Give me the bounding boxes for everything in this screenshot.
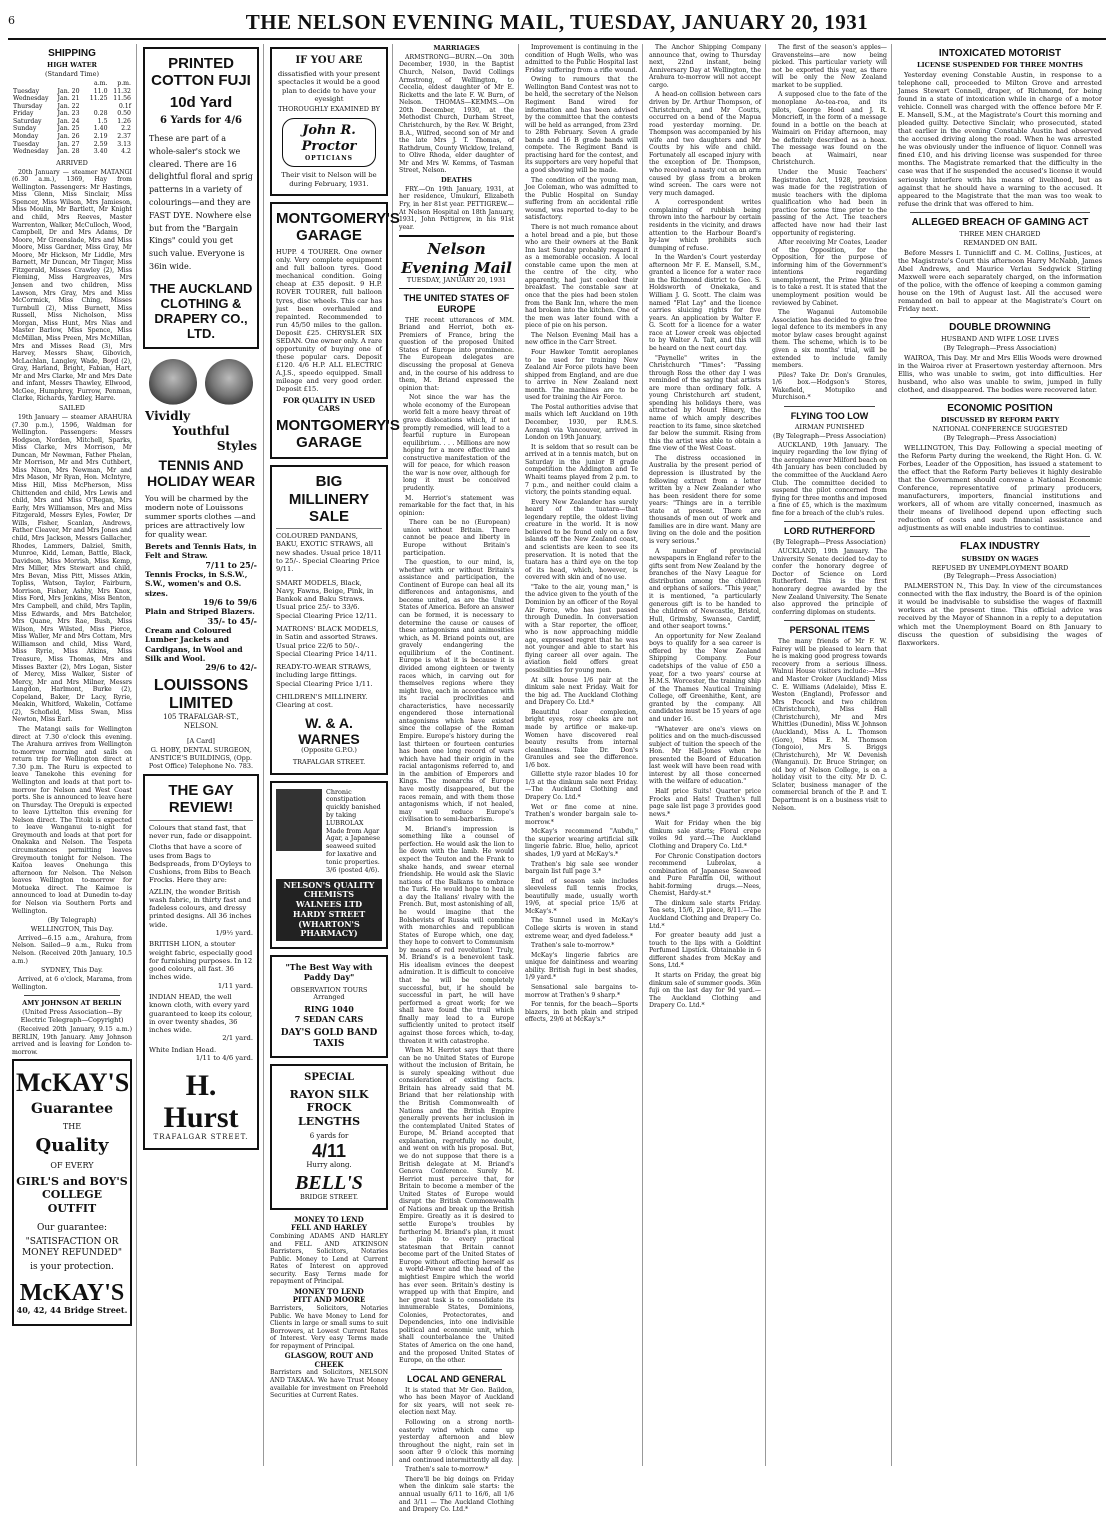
- gay-review-p1: Cloths that have a score of uses from Bags to Bedspreads, from D'Oyleys to Cushions, from Bibs to Beach Frocks. Here they are:: [149, 843, 252, 885]
- table-cell: Monday: [13, 132, 39, 140]
- drowning-credit: (By Telegraph—Press Association): [943, 344, 1057, 353]
- proctor-examined: THOROUGHLY EXAMINED BY: [278, 105, 380, 114]
- flying-heading: FLYING TOO LOW: [790, 410, 869, 421]
- table-row: [12, 103, 132, 111]
- louissons-body: You will be charmed by the modern note of Louissons summer sports clothes —and prices are attractively low for quality wear.: [145, 493, 256, 540]
- amy-credit: (United Press Association—By Electric Telegraph—Copyright): [20, 1008, 124, 1025]
- editorial-date: TUESDAY, JANUARY 20, 1931: [406, 275, 507, 284]
- column-news-2: [645, 44, 766, 1466]
- paddy-title: "The Best Way with Paddy Day": [285, 962, 373, 982]
- louissons-line2: Youthful: [172, 424, 230, 439]
- shipping-notes: The Matangi sails for Wellington direct at 7.30 o'clock this evening. The Arahura arrives from Wellington to-morrow morning and sails on return trip for Wellington direct at 7.30 p.m. The Ruru is expected to leave Tanekohe this evening for Wellington and loads at that port to-morrow for Nelson and West Coast ports. She is announced to leave here on Thursday. The Orepuki is expected to leave Lyttelton this evening for Nelson direct. The Titoki is expected to leave Wanganui to-night for Greymouth and loads at that port for Onakaka and Nelson. The Tespeta circumstances permitting leaves Greymouth tonight for Nelson. The Kaitoa leaves Onehunga this afternoon for Nelson. The Nelson leaves Wellington to-morrow for Motueka direct. The Kaimoe is announced to load at Dunedin to-day for Nelson via Southern Ports and Wellington.: [12, 726, 132, 915]
- marriages-text: ARMSTRONG—BURN.—On 30th December, 1930, in the Baptist Church, Nelson, David Collings Armstrong, of Wellington, to Cecelia, eldest daughter of Mr E. Ricketts and the late F. W. Burn, of Nelson. THOMAS—KEMMS.—On 20th December, 1930, at the Methodist Church, Durham Street, Christchurch, by the Rev. W. Bright, B.A., Wilfred, second son of Mr and the late Mrs J. T. Thomas, of Rathdrum, County Wicklow, Ireland, to Olive Rhoda, elder daughter of Mr and Mrs W. Kemms, of Tasman Street, Nelson.: [399, 53, 514, 175]
- drowning-heading: DOUBLE DROWNING: [949, 321, 1051, 333]
- gay-review-price2: 1/9½ yard.: [215, 929, 253, 938]
- table-cell: Thursday: [13, 102, 43, 110]
- editorial-p6: When M. Herriot says that there can be no United States of Europe without the inclusion of Britain, he is surely speaking without due consideration of existing facts. Britain has already said that M. Briand that her relationship with the British Commonwealth of Nations and the British Empire generally prevents her inclusion in the contemplated United States of Europe, M. Briand accepted that explanation, regretfully no doubt, and went on with his proposal. But, we do not suppose that there is a British delegate at M. Briand's Geneva Conference. Surely M. Herriot must perceive that, for Britain to become a member of the United States of Europe would disrupt the British Commonwealth of Nations and break up the British Empire. Greatly as it is desired to settle Europe's troubles by furthering M. Briand's plan, it must be plain to every practical statesman that Britain cannot become part of the United States of Europe without effecting herself as a world-Power and the head of the mightiest Empire which the world has ever seen. Britain's destiny is wrapped up with that Empire, and her great task is to consolidate its innumerable States, Dominions, Colonies, Protectorates, and Dependencies, into one indivisible political and economic unit, which shall counterbalance the United States of America on the one hand, and the proposed United States of Europe, on the other.: [399, 1047, 514, 1365]
- cotton-ad: [143, 47, 259, 349]
- sydney-text: Arrived, at 6 o'clock, Marama, from Wellington.: [12, 976, 132, 991]
- divider: [784, 521, 875, 522]
- louissons-item1: Berets and Tennis Hats, in Felt and Straw.: [145, 542, 257, 561]
- news-item: Trathen's sale to-morrow.*: [531, 942, 615, 950]
- lawyers-t3: MONEY TO LEND: [294, 1286, 364, 1296]
- news-item: For Chronic Constipation doctors recommend Lubrolax, a combination of Japanese Seaweed and Pure Paraffin Oil, without habit-forming drugs.—Nees, Chemist, Hardy-st.*: [649, 852, 761, 898]
- news-item: The Nelson Evening Mail has a new office in the Carr Street.: [525, 331, 638, 347]
- divider: [276, 528, 382, 529]
- millinery-p3: MATRONS' BLACK MODELS, in Satin and assorted Straws. Usual price 22/6 to 50/-. Special Clearing Price 14/11.: [276, 625, 379, 658]
- high-water-heading: HIGH WATER: [47, 61, 97, 70]
- column-shipping: [8, 44, 137, 1466]
- lawyers-b1: Combining ADAMS AND HARLEY and FELL AND ATKINSON Barristers, Solicitors, Notaries Public. Money to Lend at Current Rates of Interest on approved security. Easy Terms made for repayment of Principal.: [270, 1232, 388, 1286]
- news-item: "Take to the air, young man," is the advice given to the youth of the Dominion by an officer of the Royal Air Force, who has just passed through Dunedin. In conversation with a Star reporter, the officer, who is now approaching middle age, expressed regret that he was not younger and able to start his flying career all over again. The aviation field offers great possibilities for young men.: [525, 583, 638, 674]
- table-cell: 2.2: [121, 125, 131, 133]
- proctor-visit: Their visit to Nelson will be during February, 1931.: [281, 171, 377, 188]
- millinery-title: BIG MILLINERY SALE: [288, 473, 370, 525]
- column-ads-1: [139, 44, 264, 1466]
- paddy-l5: DAY'S GOLD BAND TAXIS: [280, 1027, 378, 1049]
- news-item: Wet or fine come at nine. Trathen's wonder bargain sale to-morrow.*: [525, 803, 638, 826]
- gay-review-price5: 1/11 to 4/6 yard.: [195, 1053, 253, 1062]
- table-cell: 11.32: [113, 87, 131, 95]
- gay-review-p3: BRITISH LION, a stouter weight fabric, especially good for furnishing purposes. In 12 good colours, all fast. 36 inches wide.: [149, 940, 253, 982]
- louissons-address: 105 TRAFALGAR-ST., NELSON.: [163, 713, 239, 730]
- wellington-heading: WELLINGTON, This Day.: [30, 924, 114, 933]
- table-row: [12, 133, 132, 141]
- economic-heading: ECONOMIC POSITION: [947, 403, 1053, 415]
- mckays-ad: [12, 1059, 132, 1326]
- arrived-text: 20th January — steamer MATANGI (6.30 a.m.), 1369, Hay from Wellington. Passengers: Mr Hastings, Miss Glenn, Miss Sinclair, Miss Spencer, Miss Wilson, Mrs Jamieson, Miss Moulin, Mr Bartlett, Mr Knight and child, Mrs Reeves, Master Warrenton, Walker, McCulloch, Wood, Campbell, Dr and Mrs Adams, Dr Moore, Mr Greenslade, Mrs and Miss Moore, Miss Gardner, Miss Gray, Mr Moore, Mr Hickson, Mr Liddle, Mrs Barnett, Mr Duncan, Mr Tinger, Miss Fitzgerald, Misses Crawley (2), Miss Fleming, Miss Hargreaves, Mrs Jensen and two children, Miss Lawson, Mrs Gray, Mrs and Miss McCormick, Miss Ching, Misses Turnbull (2), Miss Burnett, Miss Russell, Miss Nicholson, Miss Morgan, Miss Hunt, Mrs Nias and Master Barlow, Miss Spence, Miss McMillan, Miss Preen, Mrs McMillan, Mrs and Misses Read (3), Mrs Harvey, Messrs Shaw, Gibovich, McLachlan, Langley, Wade, Boyd (2), Gray, Harland, Bright, Fabian, Hart, Mr and Mrs Clarke, Mr and Mrs Date and infant, Messrs Thawley, Ellwood, McGee, Humphrey, Furrow, Penman, Clarke, Richards, Yardley, Harre.: [12, 168, 132, 403]
- editorial-p4: The question, to our mind, is, whether with or without Britain's assistance and participation, the Continent of Europe can heal all its differences and antagonisms, and become united, as are the United States of America. Before an answer can be formed, it is necessary to determine the cause or causes of these antagonisms and animosities which, as M. Briand points out, are gravely endangering the equilibrium of the Continent. Europe is what it is because it is divided among eighteen or twenty races which, in carving out for themselves regions where they might live, each in accordance with its racial proclivities and characteristics, have necessarily engendered those international antagonisms which have existed since the collapse of the Roman Empire. Europe's history during the last thirteen or fourteen centuries has been one long record of wars which have had their origin in the racial antagonisms referred to, and in the ambition of Emperors and Kings. The monarchs of Europe have mostly disappeared, but the races remain, and with them those antagonisms which, if not healed, may well reduce Europe's civilisation to semi-barbarism.: [399, 559, 514, 824]
- editorial-p5: M. Briand's impression is something like a counsel of perfection. He would ask the lion to lie down with the lamb. He would expect the Teuton and the Frank to shake hands, and swear eternal friendship. He would ask the Slavic nations of the Balkans to embrace the Turk. He would hope to heal in a day the Italians' rivalry with the French. But, most astonishing of all, he would imagine that the Bolshevists of Russia will combine with monarchies and republican States of Europe which, one day, they hope to convert to Communism by means of red revolution! Truly, M. Briand's is a benevolent task. His idealism evinces the deepest admiration. It is difficult to conceive that he will be completely successful, but, if he should be successful in part, he will have performed a great work; for we shall have found the trail which finally may lead to a Europe sufficiently united to protect itself against those forces which, to-day, threaten it with catastrophe.: [399, 825, 514, 1045]
- flax-sub: SUBSIDY ON WAGES: [961, 554, 1039, 563]
- mckays-line8: "SATISFACTION OR MONEY REFUNDED": [21, 1237, 123, 1259]
- column-editorial: [395, 44, 519, 1514]
- table-cell: Sunday: [13, 125, 37, 133]
- news-item: Four Hawker Tomtit aeroplanes to be used for training New Zealand Air Force pilots have been shipped from England, and are due to arrive in New Zealand next month. The machines are to be used for training the Air Force.: [525, 348, 638, 402]
- motorist-heading: INTOXICATED MOTORIST: [938, 48, 1062, 59]
- flax-sub2: REFUSED BY UNEMPLOYMENT BOARD: [931, 563, 1069, 572]
- table-cell: Jan. 21: [57, 95, 80, 103]
- warnes-name: W. & A. WARNES: [298, 714, 360, 747]
- cotton-offer: 6 Yards for 4/6: [160, 114, 242, 126]
- personal-heading: PERSONAL ITEMS: [789, 625, 870, 636]
- economic-text: WELLINGTON, This Day. Following a special meeting of the Reform Party during the weekend, the Right Hon. G. W. Forbes, Leader of the Opposition, has issued a statement to the effect that the Reform Party believes it highly desirable that the Government should convene a National Economic Conference, representative of primary producers, manufacturers, importers, financial institutions and workers, all of whom are vitally concerned, inasmuch as their means of livelihood depend upon effecting such reduction of costs and such financial assistance and adjustments as will enable industries to continue.: [898, 444, 1102, 533]
- news-item: For greater beauty add just a touch to the lips with a Goldtint Perfumed Lipstick. Obtainable in 6 different shades from McKay and Sons, Ltd.*: [649, 932, 761, 970]
- louissons-item4: Cream and Coloured Lumber Jackets and Cardigans, in Wool and Silk and Wool.: [145, 626, 243, 663]
- gaming-heading: ALLEGED BREACH OF GAMING ACT: [911, 216, 1089, 228]
- table-row: [12, 141, 132, 149]
- louissons-item3: Plain and Striped Blazers.: [145, 607, 255, 617]
- amy-text: (Received 20th January, 9.15 a.m.) BERLIN, 19th January. Amy Johnson arrived and is leaving for London to-morrow.: [12, 1025, 132, 1056]
- news-item: The dinkum sale starts Friday. Tea sets, 15/6, 21 piece, 8/11.—The Auckland Clothing and Drapery Co. Ltd.*: [649, 899, 761, 930]
- warnes-street: TRAFALGAR STREET.: [292, 757, 366, 766]
- table-cell: Jan. 24: [57, 117, 80, 125]
- mckays-line6: COLLEGE OUTFIT: [42, 1188, 102, 1215]
- cotton-title: PRINTED COTTON FUJI: [151, 55, 251, 90]
- divider: [149, 820, 253, 821]
- divider: [784, 620, 875, 621]
- lubrolax-ad: [270, 781, 388, 949]
- table-cell: Jan. 27: [57, 140, 80, 148]
- divider: [784, 406, 875, 407]
- flying-credit: (By Telegraph—Press Association): [773, 431, 886, 440]
- news-item: It is seldom that so result can be arrived at in a tennis match, but on Saturday in the junior B grade competition the Addington and Te Whaiti teams played from 2 p.m. to 7 p.m., and neither could claim a victory, the points standing equal.: [525, 443, 638, 497]
- proctor-tagline: OPTICIANS: [304, 154, 354, 162]
- table-cell: Jan. 26: [57, 132, 80, 140]
- cotton-price: 10d Yard: [169, 93, 233, 111]
- high-water-table: [12, 80, 132, 156]
- sydney-heading: SYDNEY, This Day.: [41, 966, 103, 975]
- news-item: Improvement is continuing in the condition of Hugh Wells, who was admitted to the Public Hospital last Friday suffering from a rifle wound.: [525, 44, 638, 74]
- gay-review-price4: 2/1 yard.: [222, 1034, 253, 1043]
- motorist-sub: LICENSE SUSPENDED FOR THREE MONTHS: [917, 61, 1083, 70]
- lawyers-b2: Barristers, Solicitors, Notaries Public. We have Money to Lend for Clients in large or small sums to suit Borrowers, at Lowest Current Rates of Interest. Very easy Terms made for repayment of Principal.: [270, 1304, 388, 1350]
- news-item: A correspondent writes complaining of rubbish being thrown into the harbour by certain residents in the vicinity, and draws attention to the Harbour Board's by-law which prohibits such dumping of refuse.: [649, 199, 761, 252]
- table-row: [12, 148, 132, 156]
- sailed-text: 19th January — steamer ARAHURA (7.30 p.m.), 1596, Waldman for Wellington. Passengers: Messrs Hodgson, Norden, Mitchell, Sparks, Miss Clarke, Mrs Morrison, Mr Duncan, Mr Newman, Father Phelan, Mr Morrison, Mr and Mrs Cuthbert, Miss Nixon, Mrs Newman, Mr and Mrs Mason, Mr Ryan, Hon. McIntyre, Miss Hill, Miss McPherson, Miss Chittenden and child, Mrs Lewis and child, Mrs and Miss O'Regan, Mrs Early, Mrs Williamson, Mrs and Miss Fitzgerald, Messrs Eyles, Fowler, Dr Wills, Fisher, Scanlan, Andrews, Father Cleaver, Mr and Mrs Jones and child, Mrs Jackson, Messrs Gallacher, Rhodes, Lammers, Dalziel, Smith, Munroe, Kidd, Leman, Battle, Black, Davidson, Miss Morrish, Miss Kemp, Mrs Miller, Mrs Stewart and child, Mrs Bevan, Miss Pitt, Misses Atkin, Topliss, Watson, Taylor, Fairburn, Morrison, Fisher, Ashby, Mrs Knox, Miss Ford, Mrs Jenkins, Miss Benton, Mrs Campbell, and child, Mrs Taplin, Miss Edwards, and Mrs Batchelor, Mrs Quane, Mrs Rae, Bush, Miss Wilson, Mrs Wilsted, Miss Pierce, Miss Waller, Mr and Mrs Cottam, Mrs Williamson and child, Miss Ward, Miss Ryrie, Miss Atkins, Miss Treasure, Miss Thomas, Mrs and Misses Baxter (2), Mrs Logan, Sister of Mercy, Miss Walker, Sister of Mercy, Mr and Mrs Milner, Messrs Langdon, Harlmont, Burke (2), Copeland, Baker, Dr Lacy, Ryrie, Meakin, Whitford, Wakelin, Cottame (2), Schofield, Miss Swan, Miss Newton, Miss Earl.: [12, 413, 132, 724]
- news-item: The Sunnel used in McKay's College skirts is woven in stand extreme wear, and dyed fadeless.*: [525, 917, 638, 940]
- news-item: It starts on Friday, the great big dinkum sale of summer goods. 36in fuji on the last day for 9d yard.—The Auckland Clothing and Drapery Co. Ltd.*: [649, 971, 761, 1010]
- divider: [910, 212, 1090, 213]
- news-item: The condition of the young man, Joe Coleman, who was admitted to the Public Hospital on Sunday suffering from an accidental rifle wound, was reported to-day to be satisfactory.: [525, 176, 638, 222]
- mckays-line9: is your protection.: [30, 1262, 114, 1273]
- flax-credit: (By Telegraph—Press Association): [943, 572, 1057, 581]
- bells-name: BELL'S: [295, 1171, 363, 1194]
- economic-sub2: NATIONAL CONFERENCE SUGGESTED: [932, 425, 1068, 434]
- table-row: [12, 95, 132, 103]
- mckays-name: McKAY'S: [16, 1068, 130, 1098]
- column-news-3: [768, 44, 892, 1466]
- lubrolax-chemist: NELSON'S QUALITY CHEMISTS WALNEES LTD HARDY STREET (WHARTON'S PHARMACY): [276, 879, 382, 942]
- news-item: Half price Suits! Quarter price Frocks and Hats! Trathen's full page sale list page 3 provides good news.*: [649, 788, 761, 818]
- table-cell: Jan. 23: [57, 110, 80, 118]
- divider: [24, 995, 120, 996]
- deaths-text: FRY.—On 19th January, 1931, at her residence, Umukuri, Elizabeth Fry, in her 81st year. PETTIGREW.—At Nelson Hospital on 18th January, 1931, John Pettigrew, in his 91st year.: [399, 185, 514, 231]
- louissons-ad: [143, 355, 259, 732]
- millinery-ad: [270, 465, 388, 774]
- louissons-item2: Tennis Frocks, in S.S.W., S.W., women's and O.S. sizes.: [145, 570, 248, 598]
- cotton-body: These are part of a whole-saler's stock we cleared. There are 16 delightful floral and sprig patterns in a variety of colourings—and they are FAST DYE. Nowhere else but from the "Bargain Kings" could you get such value. Everyone is 36in wide.: [149, 133, 253, 271]
- illustration-row: [145, 357, 257, 409]
- news-item: McKay's recommend "Aubdu," the superior wearing artificial silk lingerie fabric. Blue, helio, apricot shades, 1/9 yard at McKay's.*: [525, 828, 638, 858]
- louissons-name: LOUISSONS LIMITED: [153, 676, 249, 713]
- editorial-masthead: [399, 235, 514, 289]
- louissons-line3: Styles: [216, 438, 257, 453]
- hurst-address: TRAFALGAR STREET.: [153, 1133, 249, 1142]
- table-cell: 1.5: [97, 117, 108, 125]
- table-cell: Jan. 20: [57, 87, 80, 95]
- news-item: End of season sale includes sleeveless full tennis frocks, beautifully made, usually worth 19/6, at special price 15/6 at McKay's.*: [525, 877, 638, 915]
- table-cell: 11.25: [89, 95, 108, 103]
- mckays-address: 40, 42, 44 Bridge Street.: [16, 1305, 128, 1316]
- table-cell: Jan. 25: [57, 125, 80, 133]
- divider: [910, 317, 1090, 318]
- table-cell: 1.40: [93, 125, 108, 133]
- news-item: After receiving Mr Coates, Leader of the Opposition, for the Opposition, for the purpose of informing him of the Government's intentions regarding unemployment, the Prime Minister is to take a rest. It is stated that the unemployment position would be reviewed by Cabinet.: [772, 239, 887, 307]
- millinery-p1: COLOURED PANDANS, BAKU, EXOTIC STRAWS, all new shades. Usual price 18/11 to 25/-. Special Clearing Price 9/11.: [276, 532, 382, 574]
- gay-review-price3: 1/11 yard.: [217, 981, 253, 990]
- mckays-line2: THE: [62, 1121, 82, 1131]
- cotton-company: THE AUCKLAND CLOTHING & DRAPERY CO., LTD.: [149, 280, 253, 341]
- divider: [910, 398, 1090, 399]
- news-item: Piles? Take Dr. Don's Granules, 1/6 box.—Hodgson's Stores, Wakefield, Motupiko and Murchison.*: [772, 371, 887, 402]
- woman-illustration: [149, 359, 197, 407]
- news-item: Beautiful clear complexion, bright eyes, rosy cheeks are not made by artifice or make-up. Women have discovered real beauty results from internal cleanliness. Take Dr. Don's Granules and see the difference. 1/6 box.: [525, 708, 638, 769]
- gaming-sub2: REMANDED ON BAIL: [963, 238, 1037, 247]
- news-item: The Postal authorities advise that mails which left Auckland on 19th December, 1930, per R.M.S. Aorangi via Vancouver, arrived in London on 19th January.: [525, 403, 638, 442]
- mckays-line3: Quality: [35, 1135, 109, 1157]
- rutherford-text: AUCKLAND, 19th January. The University Senate decided to-day to confer the honorary degree of Doctor of Science on Lord Rutherford. This is the first honorary degree awarded by the New Zealand University. The Senate also approved the principle of conferring diplomas on students.: [772, 548, 887, 616]
- wellington-text: Arrived—6.15 a.m., Arahura, from Nelson. Sailed—9 a.m., Ruku from Nelson. (Received 20th January, 10.5 a.m.): [12, 934, 132, 965]
- table-cell: 11.0: [93, 87, 108, 95]
- louissons-price1: 7/11 to 25/-: [205, 559, 257, 570]
- mckays-line5: GIRL'S and BOY'S: [16, 1175, 128, 1189]
- news-item: There is not much romance about a hotel bread and a pie, but those who are their owners at the Bank Inn last Sunday probably regard it as a memorable occasion. A local constable came upon the men at the centre of the city, who apparently, had just cooked their breakfast. The constable saw at once that the pies had been stolen from the Bank Inn, where the men had broken into the kitchen. One of the men was later found with a piece of pie on his person.: [525, 223, 638, 330]
- table-row: [12, 88, 132, 96]
- proctor-logo: [282, 118, 376, 167]
- flax-heading: FLAX INDUSTRY: [960, 541, 1040, 553]
- lubrolax-text: Chronic constipation quickly banished by taking LUBROLAX Made from Agar Agar, a Japanese seaweed suited for laxative and tonic properties. 3/6 (posted 4/6).: [326, 787, 381, 874]
- bells-l1: SPECIAL: [304, 1071, 354, 1083]
- paddy-l4: 7 SEDAN CARS: [294, 1014, 364, 1025]
- masthead: [8, 6, 1106, 40]
- table-cell: Jan. 22: [57, 102, 80, 110]
- news-item: The Waganui Automobile Association has decided to give free legal defence to its members in any motor bylaw cases brought against them. The scheme, which is to be given a six months' trial, will be extended to include family members.: [772, 309, 887, 370]
- page-number: 6: [8, 14, 15, 27]
- shipping-heading: SHIPPING: [48, 48, 96, 59]
- table-header-cell: [57, 80, 86, 88]
- lawyers-t1: MONEY TO LEND: [294, 1214, 364, 1224]
- paddy-l2: Arranged: [313, 993, 345, 1002]
- millinery-p5: CHILDREN'S MILLINERY. Clearing at cost.: [276, 692, 368, 710]
- gay-review-p2: AZLIN, the wonder British wash fabric, in thirty fast and fadeless colours, and dressy printed designs. All 36 inches wide.: [149, 887, 252, 929]
- product-bottle-image: [276, 789, 322, 851]
- montgomery-call: FOR QUALITY IN USED CARS: [282, 395, 376, 414]
- mckays-footer-name: McKAY'S: [19, 1280, 125, 1307]
- montgomery-ads: HUPP. 4 TOURER. One owner only. Very complete equipment and full balloon tyres. Good mechanical condition. Going cheap at £35 deposit. 9 H.P. ROVER TOURER, full balloon tyres, disc wheels. This car has just been overhauled and repainted. Recommended to run 45/50 miles to the gallon. Deposit £25. CHRYSLER SIX SEDAN. One owner only. A rare opportunity of buying one of these popular cars. Deposit £120. 4/6 H.P. ALL ELECTRIC A.J.S., speedo equipped. Small mileage and very good order. Deposit £15.: [276, 248, 382, 393]
- table-row: [12, 118, 132, 126]
- montgomery-ad: [270, 202, 400, 460]
- table-cell: 0.1f: [118, 102, 131, 110]
- table-row: [12, 110, 132, 118]
- news-item: "Paynelle" writes in the Christchurch "Times": "Passing through Ross the other day I was reminded of the saying that artists are more than ordinary folk. A young Christchurch art student, spending his holidays there, was attracted by Mount Hinery, the name of which amply describes reaction to its fame, since sketched far below the summit. Rising from this the artist was able to obtain a fine view of the West Coast.: [649, 354, 761, 453]
- news-item: The first of the season's apples—Gravensteins—are now being picked. This particular variety will not be exported this year, as there will be only the New Zealand market to be supplied.: [772, 44, 887, 89]
- amy-heading: AMY JOHNSON AT BERLIN: [22, 999, 122, 1008]
- economic-sub: DISCUSSED BY REFORM PARTY: [940, 416, 1060, 425]
- editorial-p2: M. Herriot's statement was remarkable for the fact that, in his opinion:: [399, 494, 514, 517]
- table-cell: 2.19: [93, 132, 108, 140]
- table-cell: 3.13: [117, 140, 131, 148]
- table-cell: 0.28: [93, 110, 108, 118]
- bells-l2: RAYON SILK FROCK LENGTHS: [289, 1087, 369, 1128]
- news-item: "Whatever are one's views on politics and on the much-discussed subject of tuition the speech of the Hon. Mr Hall-Jones when he presented the Board of Education last week will have been read with interest by all those concerned with the welfare of education.": [649, 725, 761, 786]
- column-ads-2: [266, 44, 400, 1466]
- millinery-p4: READY-TO-WEAR STRAWS, including large fittings. Special Clearing Price 1/11.: [276, 663, 373, 688]
- proctor-name: John R. Proctor: [301, 123, 357, 155]
- table-cell: Tuesday: [13, 87, 40, 95]
- divider: [411, 1369, 502, 1370]
- news-item: A supposed clue to the fate of the monoplane Ao-tea-roa, and its pilots, George Hood and J. R. Moncrieff, in the form of a message found in a bottle on the beach at Waimairi on Friday afternoon, may be definitely described as a hoax. The message was found on the beach at Waimairi, near Christchurch.: [772, 91, 887, 167]
- editorial-masthead-name: Nelson Evening Mail: [401, 240, 512, 277]
- proctor-ad: [270, 47, 388, 196]
- flax-text: PALMERSTON N., This Day. In view of the circumstances connected with the flax industry, the Board is of the opinion it would be inadvisable to subsidise the wages of flaxmill workers at the present time. This official advice was received by the Mayor of Shannon in a reply to a deputation which met the Unemployment Board on 8th January to discuss the question of subsidising the wages of flaxworkers.: [898, 582, 1102, 647]
- lawyers-t5: GLASGOW, ROUT AND CHEEK: [284, 1351, 374, 1369]
- paddy-ad: [270, 955, 388, 1058]
- lawyers-b3: Barristers and Solicitors, NELSON AND TAKAKA. We have Trust Money available for investment on Freehold Securities at Current Rates.: [270, 1369, 388, 1400]
- local-p3: Trathen's sale to-morrow.*: [405, 1466, 489, 1474]
- table-cell: 1.26: [117, 117, 131, 125]
- dental-text: G. HOBY, DENTAL SURGEON, ANSTICE'S BUILDINGS, (Opp. Post Office) Telephone No. 783.: [148, 746, 254, 771]
- local-p1: It is stated that Mr Geo. Baildon, who has been Mayor of Auckland for six years, will not seek re-election next May.: [399, 1386, 514, 1417]
- table-cell: Friday: [13, 110, 34, 118]
- table-header-cell: [12, 80, 57, 88]
- personal-text: The many friends of Mr F. W. Fairey will be pleased to learn that he is making good progress towards recovery from a serious illness. Walnui House visitors include:—Mrs and Master Croker (Auckland) Miss C. E. Williams (Adelaide), Miss E. Weston (England), Professor and Mrs Pocock and two children (Christchurch), Miss Hall (Christchurch), Mr and Mrs Whittles (Dunedin), Miss W. Johnson (Auckland), Miss A. L. Thomson (Gore), Miss E. M. Thomson (Tongoio), Mrs S. Briggs (Christchurch), Mr W. Devenish (Wanganui). Dr. Bruce Stringer, on old boy of Nelson College, is on a holiday visit to the city. Mr D. C. Sclater, business manager of the commercial branch of the P. and T. Department is on a business visit to Nelson.: [772, 638, 887, 812]
- table-cell: 2.37: [117, 132, 131, 140]
- table-cell: 4.2: [121, 148, 131, 156]
- table-cell: Jan. 28: [57, 148, 80, 156]
- lawyers-t2: FELL AND HARLEY: [290, 1223, 368, 1233]
- bells-ad: [270, 1064, 388, 1210]
- gay-review-p4: INDIAN HEAD, the well known cloth, with every yard guaranteed to keep its colour, in over twenty shades, 36 inches wide.: [149, 993, 253, 1035]
- louissons-price4: 29/6 to 42/-: [205, 661, 257, 672]
- bells-street: BRIDGE STREET.: [299, 1192, 359, 1201]
- rutherford-heading: LORD RUTHERFORD: [784, 526, 875, 537]
- lawyers-section: [270, 1216, 388, 1400]
- paddy-l3: RING 1040: [304, 1004, 354, 1015]
- drowning-sub: HUSBAND AND WIFE LOSE LIVES: [941, 335, 1059, 344]
- mckays-line4: OF EVERY: [50, 1161, 94, 1171]
- table-cell: 11.56: [113, 95, 131, 103]
- drowning-text: WAIROA, This Day. Mr and Mrs Ellis Woods were drowned in the Wairoa river at Frasertown yesterday afternoon. Mrs Ellis, who was unable to swim, got into difficulties. Her husband, who also was unable to swim, jumped in fully clothed, and disappeared. The bodies were recovered later.: [898, 353, 1102, 395]
- news-item: Trathen's big sale see wonder bargain list full page 3.*: [525, 860, 638, 876]
- news-item: Sensational sale bargains to-morrow at Trathen's 9 sharp.*: [525, 983, 638, 999]
- hurst-name: H. Hurst: [163, 1069, 239, 1134]
- mckays-line1: Guarantee: [30, 1100, 114, 1117]
- gay-review-p5: White Indian Head.: [149, 1045, 217, 1054]
- lubrolax-row: [276, 789, 382, 875]
- table-header-cell: p.m.: [117, 80, 131, 88]
- news-item: At silk house 1/6 pair at the dinkum sale next Friday. Wait for the big ad. The Auckland Clothing and Drapery Co. Ltd.*: [525, 676, 638, 707]
- telegraph-credit: (By Telegraph): [47, 916, 97, 925]
- economic-credit: (By Telegraph—Press Association): [943, 434, 1057, 443]
- sailed-heading: SAILED: [59, 404, 85, 413]
- motorist-text: Yesterday evening Constable Austin, in response to a telephone call, proceeded to Milton Grove and arrested James Stewart Connell, draper, of Richmond, for being found in a state of intoxication while in charge of a motor vehicle. Connell was charged with the offence before Mr F. E. Mansell, S.M., at the Magistrate's Court this morning and pleaded guilty. Detective Sinclair, who prosecuted, stated that earlier in the evening Constable Austin had observed the accused driving along the road. When he was arrested he was obviously under the influence of liquor. Connell was fined £10, and his driving license was suspended for three months. The Magistrate remarked that the difficulty in the case was that if he suspended the accused's license it would seriously interfere with his means of livelihood, but as against that he should have a warning to the accused. It appeared to the Magistrate that the man was too weak to refuse the drink that was offered to him.: [898, 71, 1102, 208]
- table-cell: 0.50: [117, 110, 131, 118]
- table-cell: 3.40: [93, 148, 108, 156]
- editorial-heading: THE UNITED STATES OF EUROPE: [403, 292, 510, 314]
- table-cell: Wednesday: [13, 95, 49, 103]
- paddy-l1: OBSERVATION TOURS: [290, 985, 368, 994]
- news-item: McKay's lingerie fabrics are unique for daintiness and wearing ability. British fugi in best shades, 1/9 yard.*: [525, 951, 638, 982]
- news-item: Wait for Friday when the big dinkum sale starts; Floral crepe voiles 9d yard.—The Auckland Clothing and Drapery Co. Ltd.*: [649, 820, 761, 850]
- table-cell: Saturday: [13, 117, 42, 125]
- news-item: Every New Zealander has surely heard of the tuatara—that legendary reptile, the oldest living creature in the world. It is now believed to be found only on a few islands off the New Zealand coast, and scientists are keen to see its preservation. It is noted that the tuatara has a third eye on the top of its head, which, however, is covered with skin and of no use.: [525, 498, 638, 582]
- flying-sub: AIRMAN PUNISHED: [794, 422, 865, 431]
- proctor-body: dissatisfied with your present spectacles it would be a good plan to decide to have your eyesight: [277, 70, 381, 104]
- table-cell: [85, 103, 108, 111]
- louissons-line4: TENNIS AND HOLIDAY WEAR: [146, 457, 256, 490]
- gaming-sub: THREE MEN CHARGED: [959, 229, 1041, 238]
- news-item: Gillette style razor blades 10 for 1/3 at the dinkum sale next Friday.—The Auckland Clothing and Drapery Co. Ltd.*: [525, 771, 638, 801]
- millinery-p2: SMART MODELS, Black, Navy, Fawns, Beige, Pink, in Bankok and Baku Straws. Usual price 25/- to 33/6. Special Clearing Price 12/11.: [276, 578, 377, 620]
- gay-review-intro: Colours that stand fast, that never run, fade or disappoint.: [149, 823, 252, 840]
- newspaper-title: THE NELSON EVENING MAIL, TUESDAY, JANUARY 20, 1931: [245, 10, 869, 34]
- proctor-title: IF YOU ARE: [295, 55, 363, 66]
- news-item: In the Warden's Court yesterday afternoon Mr F. E. Mansell, S.M., granted a licence for a water race in the Richmond district to Geo. S. Holdsworth of Onekaka, and William J. G. Scott. The claim was named "Flat Lay" and the licence carries sluicing rights for five years. An application by Walter F. G. Scott for a licence for a water race at Lower creek was objected to by Walter A. Tait, and this will be heard on the next court day.: [649, 254, 761, 352]
- gaming-text: Before Messrs I. Tunnicliff and C. M. Collins, Justices, at the Magistrate's Court this afternoon Harry McNabb, James Abel Andrews, and Maurice Verlau Sedgwick Stirling Maxwell were each separately charged, on the information of the police, with the offence of keeping a common gaming house on the 19th of August last. All the accused were remanded on bail to appear at the Magistrate's Court on Friday next.: [898, 248, 1102, 313]
- local-p2: Following on a strong north-easterly wind which came up yesterday afternoon and blew throughout the night, rain set in soon after 9 o'clock this morning and continued intermittently all day.: [399, 1418, 514, 1464]
- column-news-4: [894, 44, 1106, 1466]
- dental-tag: [A Card]: [187, 737, 215, 746]
- rutherford-credit: (By Telegraph—Press Association): [773, 538, 886, 547]
- table-cell: 2.59: [93, 140, 108, 148]
- news-item: The distress occasioned in Australia by the present period of depression is illustrated by the following extract from a letter written by a New Zealander who has been resident there for some years: "Things are in a terrible state at present. There are thousands of men out of work and families are in dire want. Many are living on the dole and the position is very serious.": [649, 454, 761, 545]
- news-item: For tennis, for the beach—Sports blazers, in both plain and striped effects, 29/6 at McKay's.*: [525, 1001, 638, 1024]
- bells-price: 4/11: [311, 1140, 347, 1161]
- news-item: An opportunity for New Zealand boys to qualify for a sea career is offered by the New Zealand Shipping Company. Four cadetships of the value of £50 a year, for a two years' course at H.M.S. Worcester, the training ship of the Thames Nautical Training College, off Greenhithe, Kent, are granted by the company. All candidates must be 15 years of age and under 16.: [649, 632, 761, 723]
- column-news-1: [521, 44, 643, 1466]
- montgomery-name2: MONTGOMERY'S GARAGE: [276, 416, 400, 452]
- editorial-p1: THE recent utterances of MM. Briand and Herriot, both ex-Premiers of France, bring the question of the proposed United States of Europe into prominence. The European delegates are discussing the proposal at Geneva and, in the course of his address to them, M. Briand expressed the opinion that:: [399, 316, 514, 392]
- divider: [910, 536, 1090, 537]
- gay-review-ad: [143, 774, 259, 1150]
- marriages-heading: MARRIAGES: [433, 44, 480, 52]
- table-cell: Tuesday: [13, 140, 40, 148]
- louissons-price3: 35/- to 45/-: [207, 615, 257, 626]
- news-item: The Anchor Shipping Company announce that, owing to Thursday next, 22nd instant, being Anniversary Day at Wellington, the Arahura to-morrow will not accept cargo.: [649, 44, 761, 89]
- louissons-line1: Vividly: [145, 409, 191, 424]
- news-item: A number of provincial newspapers in England refer to the gifts sent from New Zealand by the branches of the Navy League for distribution among the children and orphans of sailors. "This year," it is mentioned, "a particularly generous gift is to be handed to the children of Newcastle, Bristol, Hull, Grimsby, Swansea, Cardiff, and other seaport towns.": [649, 547, 761, 631]
- local-p4: There'll be big doings on Friday when the dinkum sale starts: the annual usually 6/11 to 16/6, all 1/6 and 3/11 — The Auckland Clothing and Drapery Co. Ltd.*: [399, 1475, 514, 1514]
- local-heading: LOCAL AND GENERAL: [407, 1373, 506, 1384]
- mckays-line7: Our guarantee:: [36, 1223, 108, 1234]
- editorial-p3: There can be no (European) union without Britain. There cannot be peace and liberty in Europe without Britain's participation.: [403, 519, 510, 557]
- montgomery-name: MONTGOMERY'S GARAGE: [276, 209, 400, 245]
- bells-l3: 6 yards for: [309, 1132, 349, 1141]
- arrived-heading: ARRIVED: [56, 158, 88, 167]
- news-item: Under the Music Teachers' Registration Act, 1928, provision was made for the registration of music teachers with the diploma qualification who had been in practice for some time prior to the passing of the Act. The teachers affected have now had their last opportunity of registering.: [772, 169, 887, 237]
- louissons-price2: 19/6 to 59/6: [203, 596, 257, 607]
- lawyers-t4: PITT AND MOORE: [292, 1295, 366, 1305]
- news-item: Owing to rumours that the Wellington Band Contest was not to be held, the secretary of the Nelson Regiment Band wired for information and has been advised by the committee that the contests will be held as arranged, from 23rd to 28th February. Seven A grade bands and 16 B grade bands will compete. The Regiment Band is practising hard for the contest, and its supporters are very hopeful that a good showing will be made.: [525, 76, 638, 174]
- table-header-row: [12, 80, 132, 88]
- deaths-heading: DEATHS: [441, 175, 472, 184]
- gay-review-title: THE GAY REVIEW!: [168, 782, 234, 817]
- news-item: A head-on collision between cars driven by Dr. Arthur Thompson, of Christchurch, and Mr Coutts, occurred on a bend of the Mapua road yesterday morning. Dr. Thompson was accompanied by his wife and two daughters and Mr Coutts by his wife and child. Fortunately all escaped injury with the exception of Dr. Thompson, who received a nasty cut on an arm caused by glass from a broken wind screen. The cars were not very much damaged.: [649, 91, 761, 197]
- bells-l4: Hurry along.: [306, 1161, 352, 1170]
- high-water-sub: (Standard Time): [45, 70, 99, 79]
- table-row: [12, 125, 132, 133]
- table-header-cell: a.m.: [94, 80, 108, 88]
- warnes-sub: (Opposite G.P.O.): [301, 745, 357, 754]
- woman-illustration: [205, 359, 253, 407]
- table-cell: Wednesday: [13, 148, 49, 156]
- flying-text: AUCKLAND, 19th January. The inquiry regarding the low flying of the aeroplane over Milford beach on 4th January has been concluded by the committee of the Auckland Aero Club. The committee decided to suspend the pilot concerned from flying for three months and imposed a fine of £5, which is the maximum fine for a breach of the club's rules.: [772, 441, 887, 517]
- editorial-quote: Not since the war has the whole economy of the European world felt a more heavy threat of grave dislocations which, if not promptly remedied, will lead to a fearful rupture in European equilibrium. . . . Millions are now hoping for a more effective and constructive manifestation of the will for peace, for which reason the war is now over, although for long it must be conceived prudently.: [403, 394, 510, 493]
